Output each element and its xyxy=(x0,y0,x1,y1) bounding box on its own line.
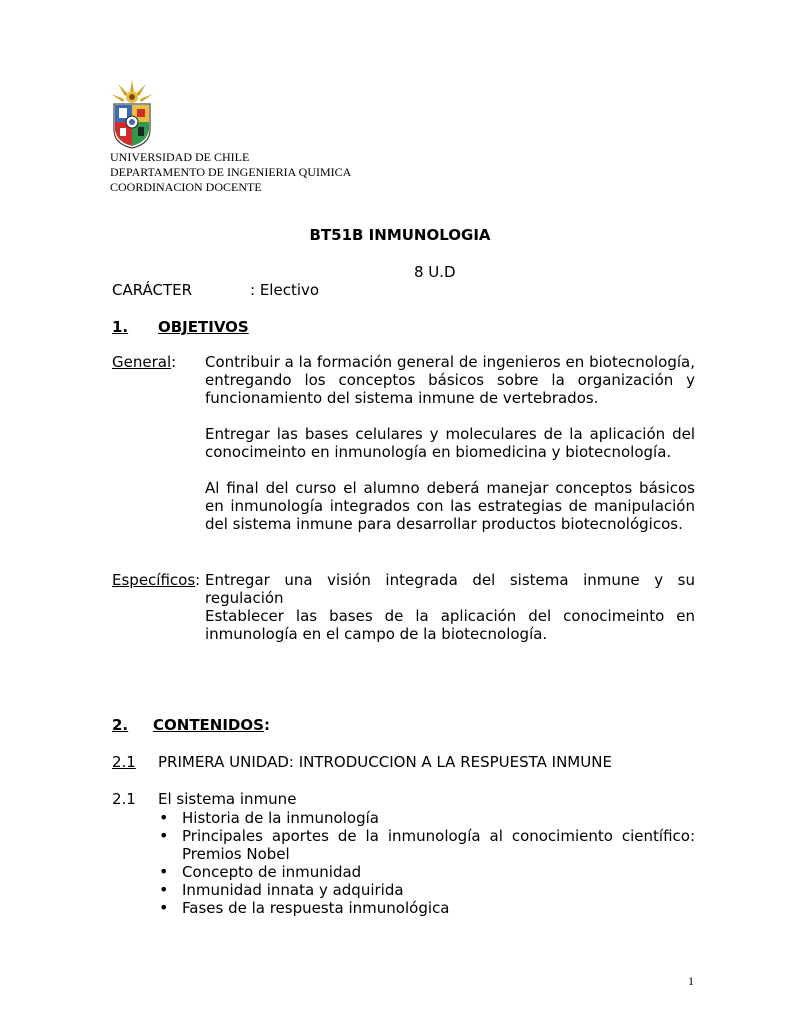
section2-number: 2. xyxy=(112,716,129,734)
general-colon: : xyxy=(171,353,177,371)
contents-list xyxy=(159,809,695,917)
specific-colon: : xyxy=(195,571,201,589)
general-paragraph-1: Contribuir a la formación general de ingenieros en biotecnología, entregando los conceptos básicos sobre la organización y funcionamiento del sistema inmune de vertebrados. xyxy=(205,353,695,407)
section1-title: OBJETIVOS xyxy=(158,318,249,336)
general-label: General xyxy=(112,353,172,371)
section2-title: CONTENIDOS xyxy=(153,716,264,734)
list-item: • Inmunidad innata y adquirida xyxy=(159,881,695,899)
unit-number: 2.1 xyxy=(112,753,136,771)
character-value: : Electivo xyxy=(250,281,320,299)
university-crest xyxy=(109,80,155,150)
subsection-number: 2.1 xyxy=(112,790,136,808)
course-title: BT51B INMUNOLOGIA xyxy=(309,226,491,244)
list-item: • Principales aportes de la inmunología al conocimiento científico: Premios Nobel xyxy=(159,827,695,863)
department-name: DEPARTAMENTO DE INGENIERIA QUIMICA xyxy=(110,165,352,179)
character-label: CARÁCTER xyxy=(112,281,193,299)
unit-title: PRIMERA UNIDAD: INTRODUCCION A LA RESPUESTA INMUNE xyxy=(158,753,612,771)
subsection-title: El sistema inmune xyxy=(158,790,297,808)
section2-title-row xyxy=(153,716,270,734)
coordination-name: COORDINACION DOCENTE xyxy=(110,180,262,194)
list-item: • Fases de la respuesta inmunológica xyxy=(159,899,695,917)
institution-header xyxy=(110,150,351,195)
section2-colon: : xyxy=(263,716,270,734)
specific-label-row xyxy=(112,571,200,589)
institution-name: UNIVERSIDAD DE CHILE xyxy=(110,150,250,164)
general-paragraph-2: Entregar las bases celulares y moleculares de la aplicación del conocimeinto en inmunología en biomedicina y biotecnología. xyxy=(205,425,695,461)
list-item: • Historia de la inmunología xyxy=(159,809,695,827)
page-number: 1 xyxy=(688,974,694,988)
section1-number: 1. xyxy=(112,318,129,336)
list-item: • Concepto de inmunidad xyxy=(159,863,695,881)
general-paragraph-3: Al final del curso el alumno deberá manejar conceptos básicos en inmunología integrados con las estrategias de manipulación del sistema inmune para desarrollar productos biotecnológicos. xyxy=(205,479,695,533)
section2-heading xyxy=(112,716,128,734)
specific-objective-1: Entregar una visión integrada del sistema inmune y su regulación xyxy=(205,571,695,607)
specific-objective-2: Establecer las bases de la aplicación del conocimeinto en inmunología en el campo de la biotecnología. xyxy=(205,607,695,643)
general-label-row xyxy=(112,353,176,371)
course-units: 8 U.D xyxy=(414,263,456,281)
specific-label: Específicos xyxy=(112,571,196,589)
